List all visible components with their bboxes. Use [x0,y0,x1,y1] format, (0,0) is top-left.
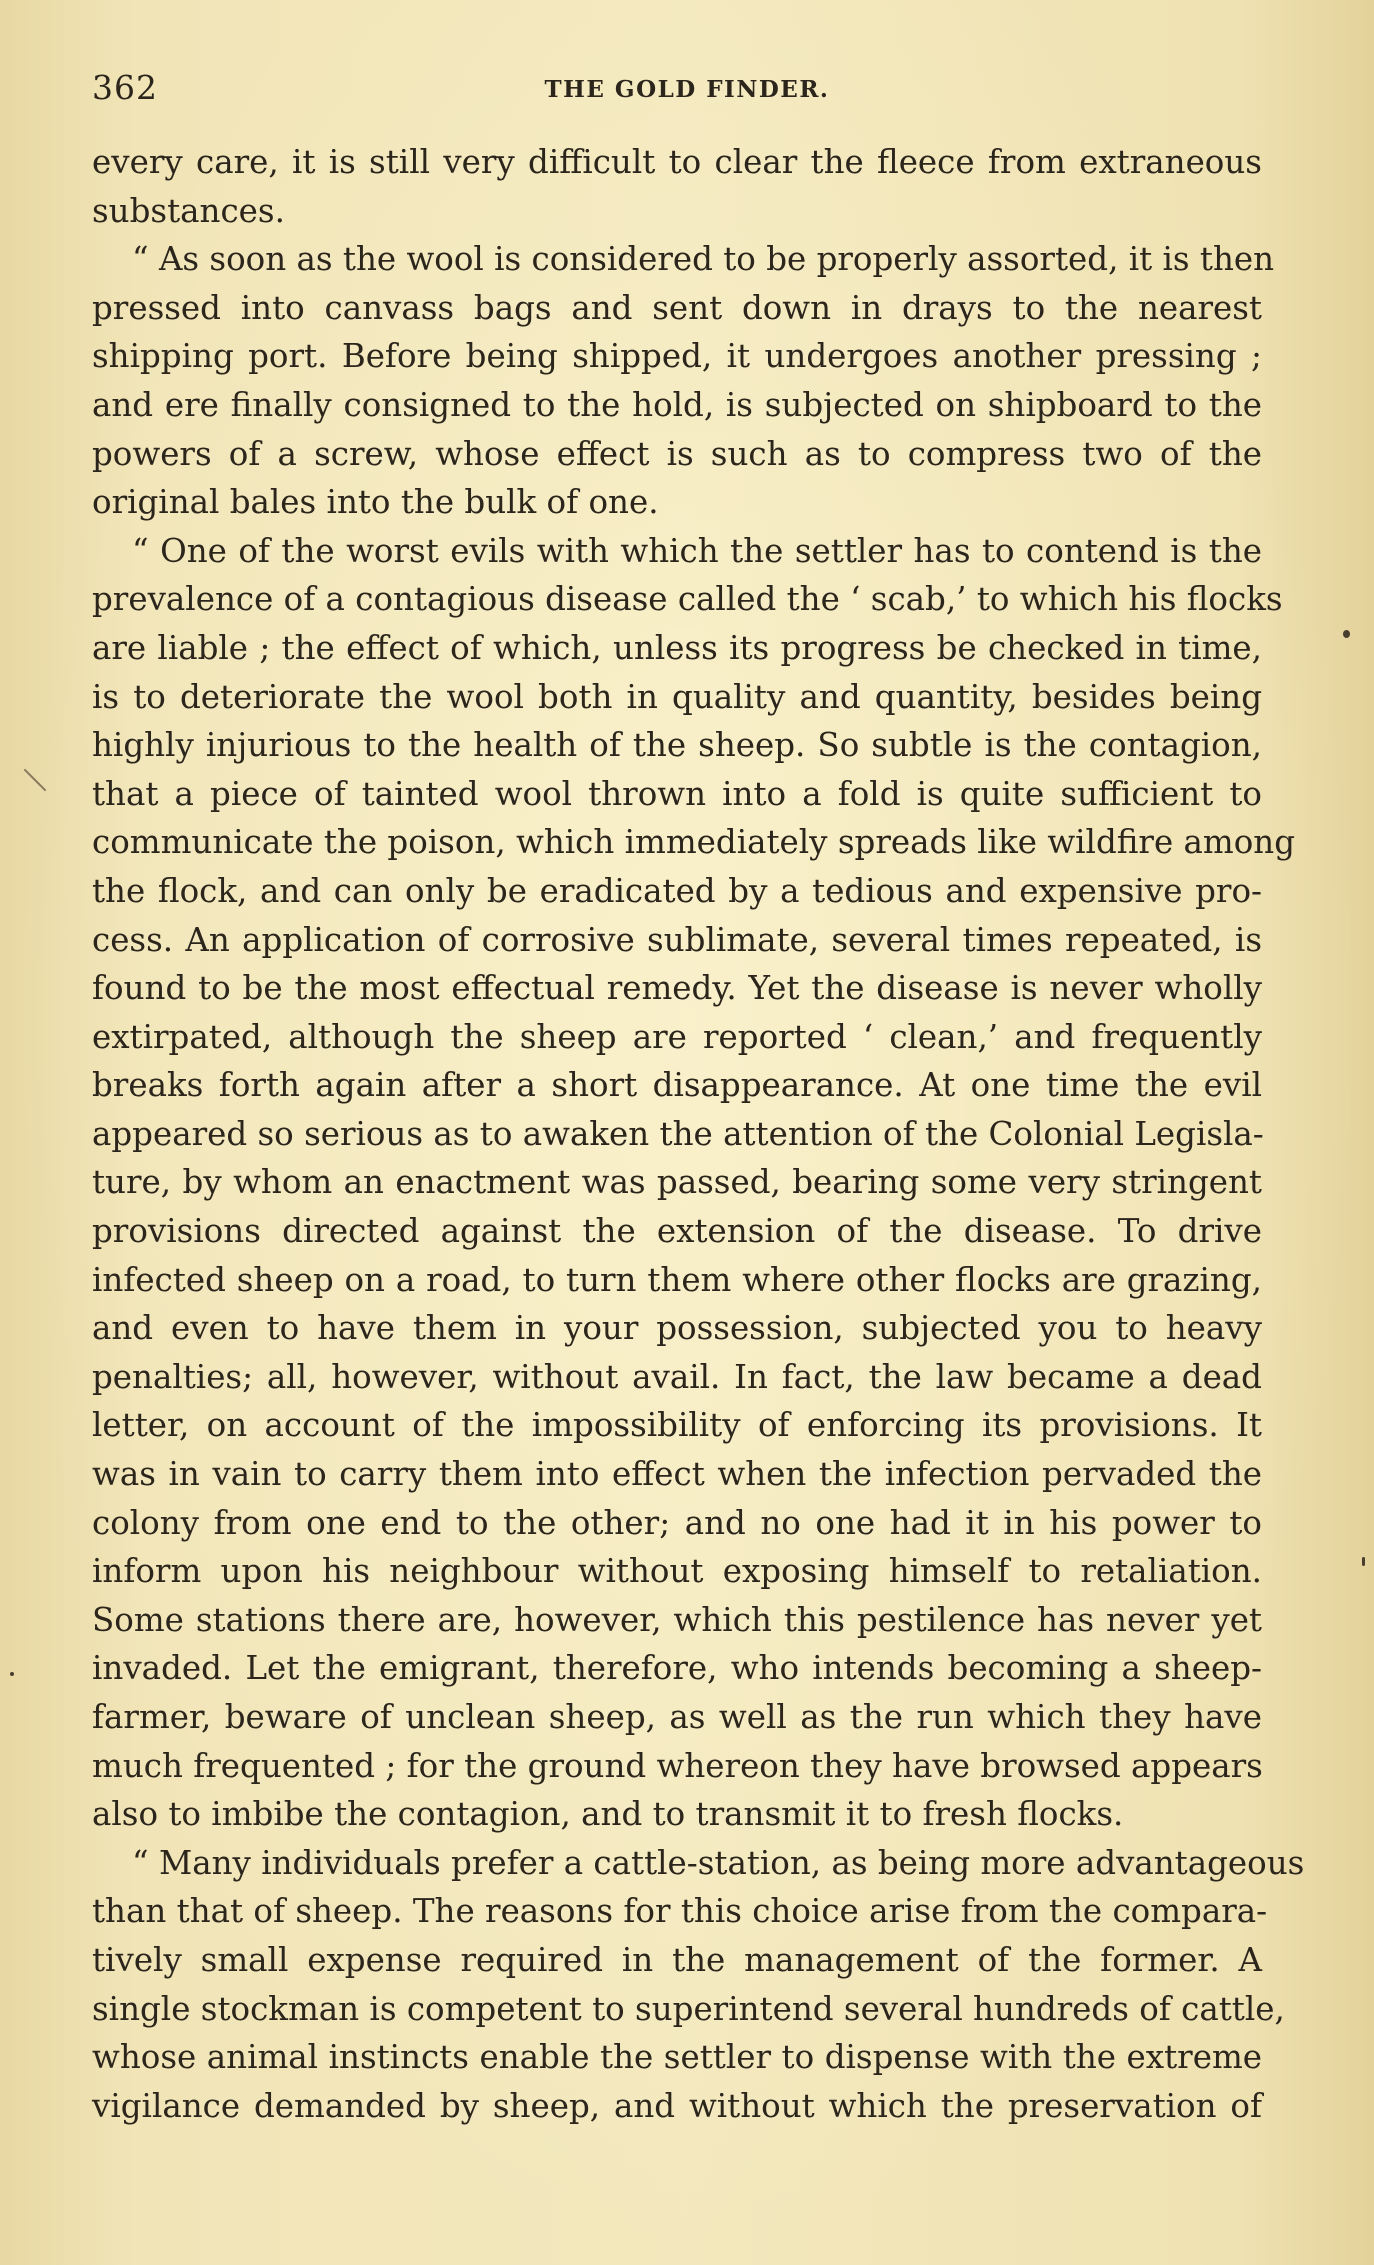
text-line: and ere finally consigned to the hold, is subjected on shipboard to the [92,385,1262,424]
text-line: colony from one end to the other; and no one had it in his power to [92,1503,1262,1542]
text-line: infected sheep on a road, to turn them where other flocks are grazing, [92,1260,1262,1299]
text-line: substances. [92,191,285,230]
text-line: inform upon his neighbour without exposing himself to retaliation. [92,1552,1262,1591]
text-line: invaded. Let the emigrant, therefore, who intends becoming a sheep- [92,1649,1262,1688]
ink-speck [1362,1557,1365,1566]
page-header [92,68,1282,118]
text-line: every care, it is still very difficult to clear the fleece from extraneous [92,143,1262,181]
text-line: highly injurious to the health of the sheep. So subtle is the contagion, [92,726,1262,765]
page-number: 362 [92,68,158,107]
text-line: is to deteriorate the wool both in quality and quantity, besides being [92,677,1262,716]
text-line: the flock, and can only be eradicated by a tedious and expensive pro- [92,871,1262,910]
text-line: penalties; all, however, without avail. In fact, the law became a dead [92,1357,1262,1396]
text-line: was in vain to carry them into effect when the infection pervaded the [92,1455,1262,1494]
ink-speck [1343,630,1350,638]
text-line: whose animal instincts enable the settler to dispense with the extreme [92,2038,1262,2077]
text-line: pressed into canvass bags and sent down in drays to the nearest [92,288,1262,327]
text-line: vigilance demanded by sheep, and without which the preservation of [92,2086,1262,2125]
paragraph-first-line: “ As soon as the wool is considered to be properly assorted, it is then [132,240,1275,279]
text-line: appeared so serious as to awaken the attention of the Colonial Legisla- [92,1114,1264,1153]
text-line: ture, by whom an enactment was passed, bearing some very stringent [92,1163,1262,1202]
text-line: found to be the most effectual remedy. Yet the disease is never wholly [92,969,1262,1008]
text-line: and even to have them in your possession, subjected you to heavy [92,1309,1262,1348]
text-line: provisions directed against the extension of the disease. To drive [92,1212,1262,1251]
text-line: cess. An application of corrosive sublimate, several times repeated, is [92,920,1262,959]
text-line: much frequented ; for the ground whereon they have browsed appears [92,1746,1263,1785]
ink-speck [10,1672,14,1676]
text-line: farmer, beware of unclean sheep, as well as the run which they have [92,1698,1262,1736]
text-line: are liable ; the effect of which, unless its progress be checked in time, [92,628,1262,667]
paragraph-first-line: “ Many individuals prefer a cattle-station, as being more advantageous [132,1843,1305,1882]
text-line: original bales into the bulk of one. [92,483,659,522]
text-line: powers of a screw, whose effect is such as to compress two of the [92,434,1262,473]
paragraph-first-line: “ One of the worst evils with which the settler has to contend is the [132,531,1262,570]
text-line: single stockman is competent to superintend several hundreds of cattle, [92,1989,1285,2028]
text-line: Some stations there are, however, which this pestilence has never yet [92,1600,1262,1639]
text-line: than that of sheep. The reasons for this choice arise from the compara- [92,1892,1268,1931]
text-line: letter, on account of the impossibility of enforcing its provisions. It [92,1406,1262,1445]
running-head: THE GOLD FINDER. [544,76,830,103]
paper-scratch [24,769,47,792]
text-line: shipping port. Before being shipped, it undergoes another pressing ; [92,337,1262,376]
text-line: communicate the poison, which immediately spreads like wildfire among [92,823,1296,862]
text-line: that a piece of tainted wool thrown into a fold is quite sufficient to [92,774,1262,813]
text-line: also to imbibe the contagion, and to transmit it to fresh flocks. [92,1795,1124,1834]
text-line: tively small expense required in the management of the former. A [92,1940,1262,1979]
text-line: extirpated, although the sheep are reported ‘ clean,’ and frequently [92,1017,1262,1056]
text-line: breaks forth again after a short disappearance. At one time the evil [92,1066,1262,1105]
text-line: prevalence of a contagious disease called the ‘ scab,’ to which his flocks [92,580,1283,619]
body-text [92,138,1305,2130]
